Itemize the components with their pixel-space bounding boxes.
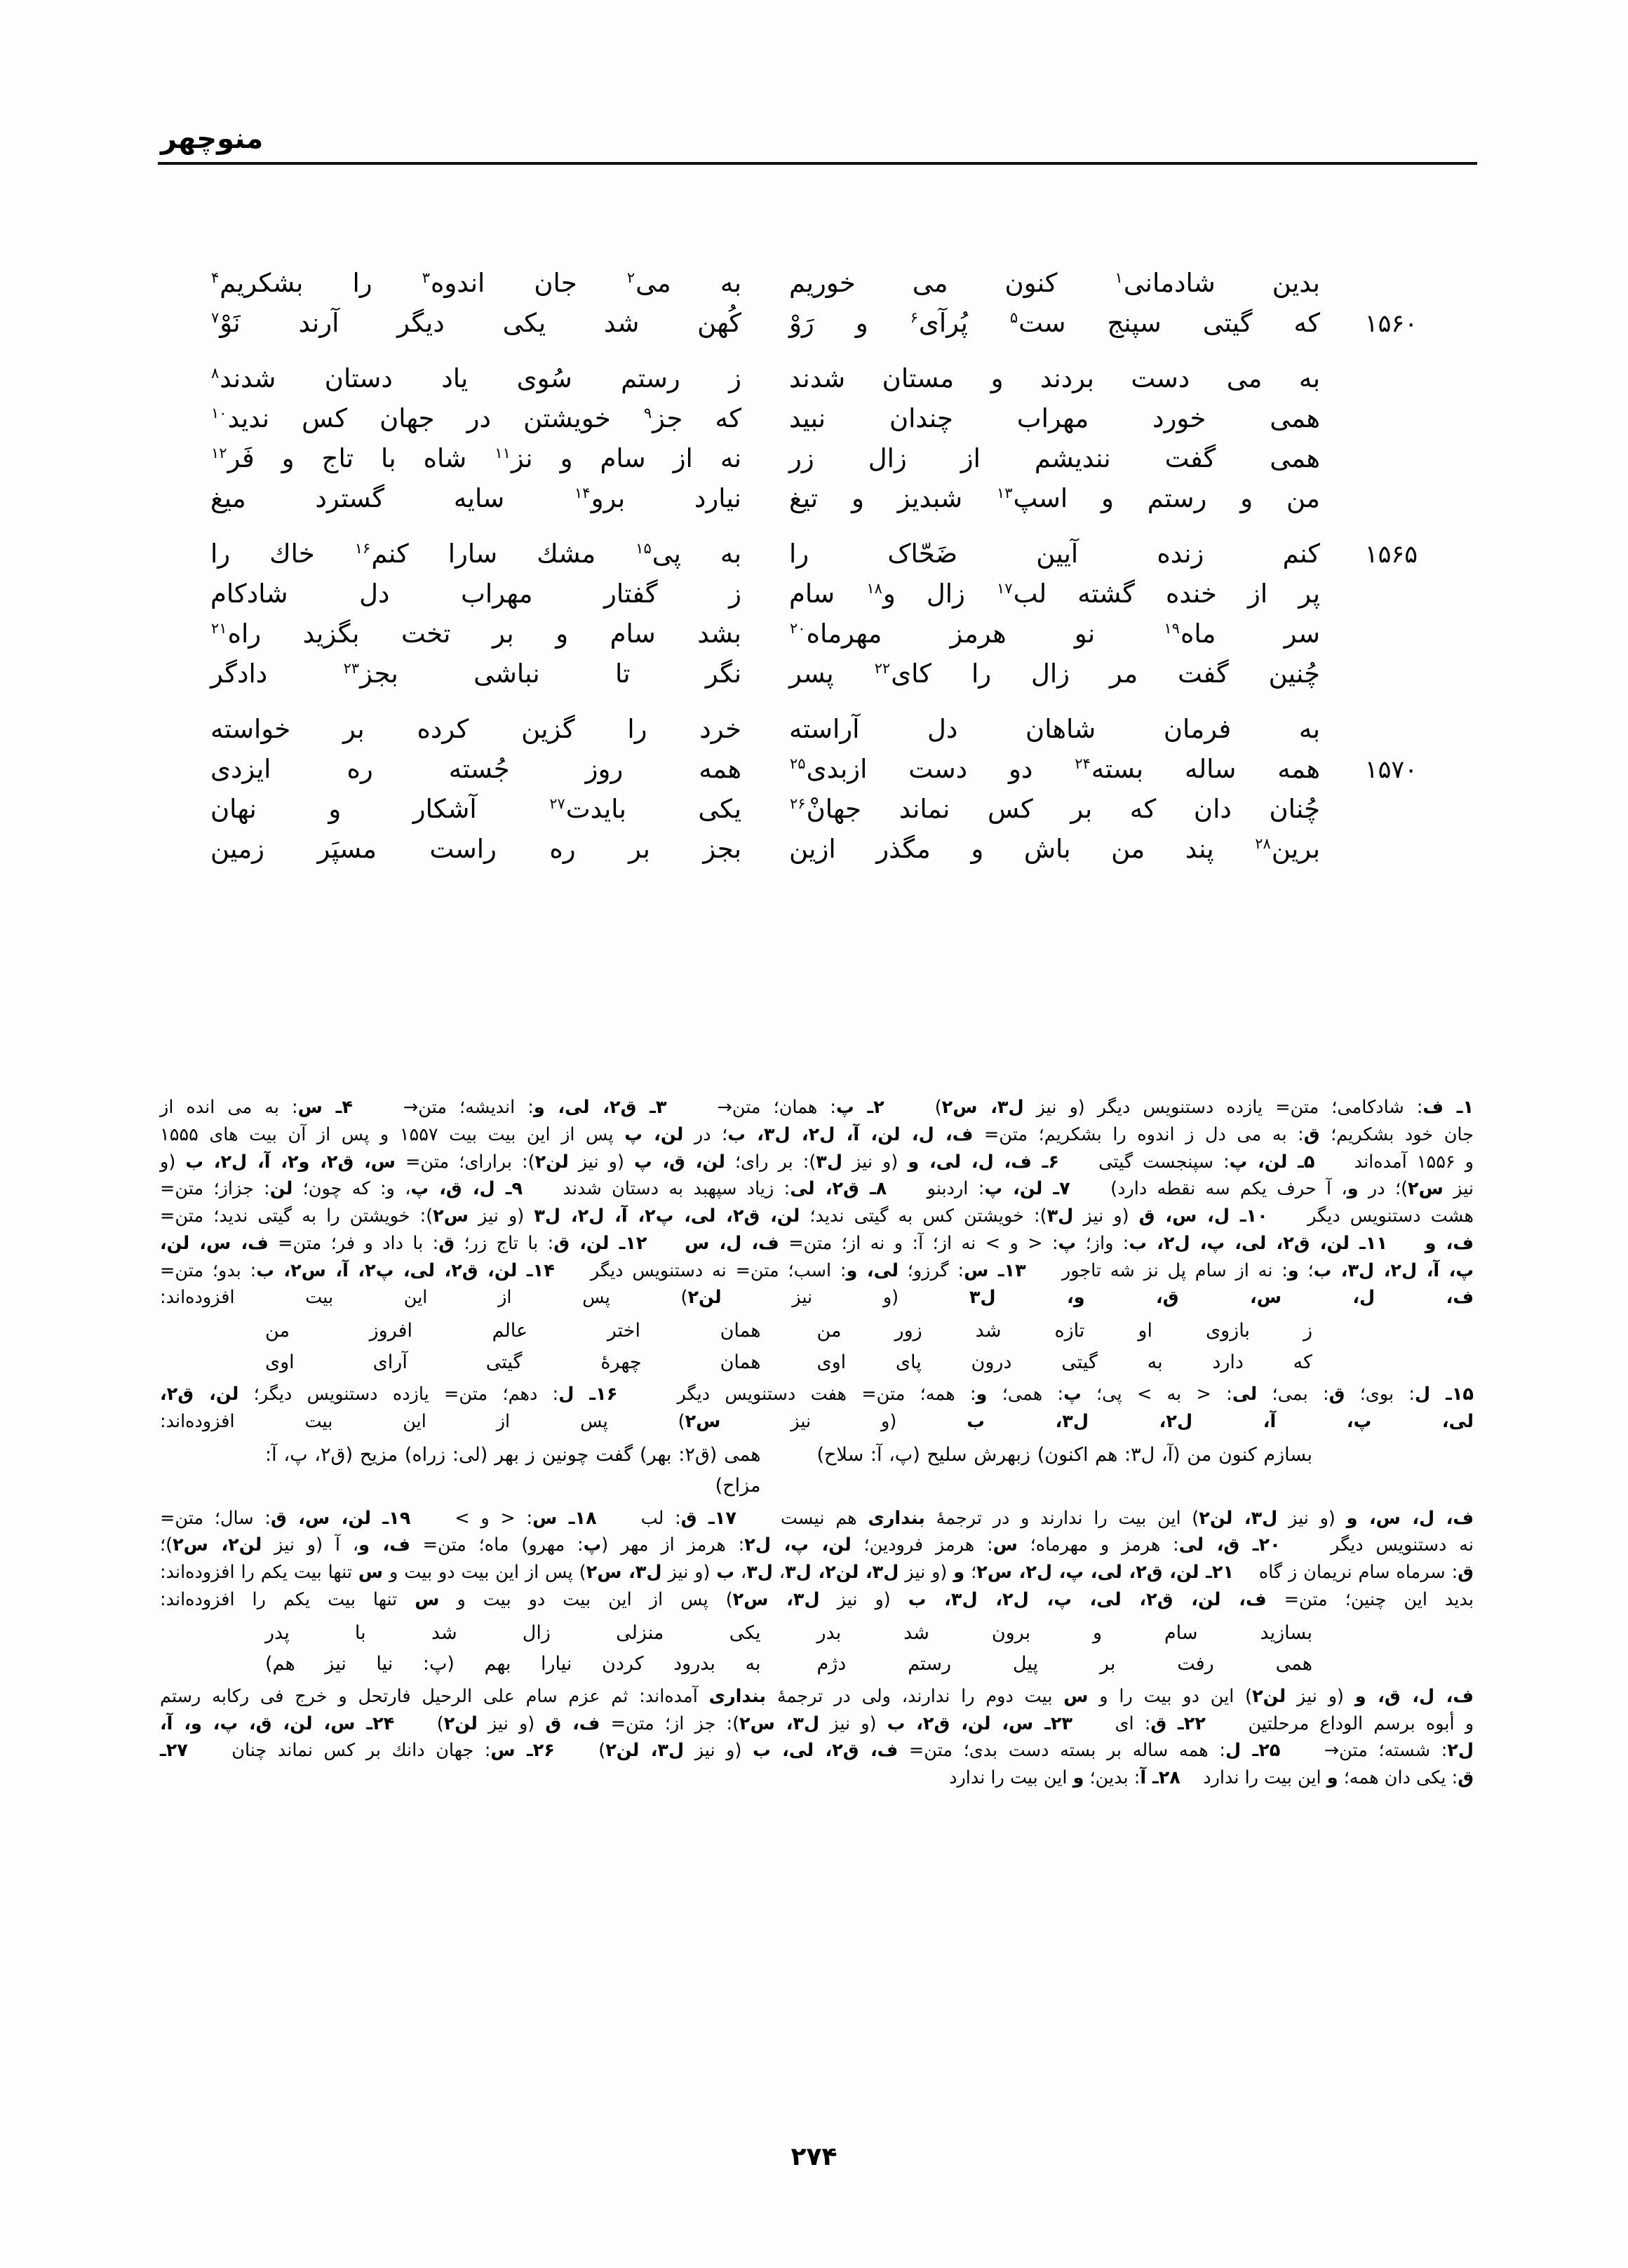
hemistich-left: کُهن شد یکی دیگر آرند نَوْ$^۷$: [211, 308, 741, 338]
verse-row: [210, 581, 1418, 621]
verse-number: ۱۵۷۰: [1364, 756, 1418, 784]
verse-row: [210, 836, 1418, 876]
folio-page-number: ۲۷۴: [791, 2142, 837, 2171]
inset-hemistich-left: همی (ق۲: بهر) گفت چونین ز بهر (لی: زراه) مزیح (ق۲، پ، آ: مزاح): [265, 1443, 761, 1497]
hemistich-left: به پی$^{۱۵}$ مشك سارا کنم$^{۱۶}$ خاك را: [210, 539, 741, 569]
hemistich-right: سر ماه$^{۱۹}$ نو هرمز مهرماه$^{۲۰}$: [790, 619, 1321, 649]
verse-row: [210, 485, 1418, 525]
hemistich-left: ز گفتار مهراب دل شادکام: [210, 579, 741, 609]
inset-hemistich-right: بسازم کنون من (آ، ل۳: هم اکنون) زبهرش سلیح (پ، آ: سلاح): [816, 1443, 1312, 1466]
inset-hemistich-right: که دارد به گیتی درون پای اوی: [816, 1351, 1312, 1373]
apparatus-inset-couplet: [160, 1618, 1474, 1680]
apparatus-line: ف، ل، س، و (و نیز ل۳، لن۲) این بیت را ندارند و در ترجمهٔ بنداری هم نیست ۱۷ـ ق: لب ۱۸ـ س: < و > ۱۹ـ لن، س، ق: سال؛ متن=: [160, 1507, 1474, 1529]
hemistich-right: کنم زنده آیین ضَحّاک را: [789, 539, 1320, 569]
inset-hemistich-left: به بدرود کردن نیارا بهم (پ: نیا نیز هم): [265, 1653, 761, 1675]
verse-row: [210, 270, 1418, 310]
apparatus-line: ۱ـ ف: شادکامی؛ متن= یازده دستنویس دیگر (و نیز ل۳، س۲) ۲ـ پ: همان؛ متن→ ۳ـ ق۲، لی، و: اندیشه؛ متن→ ۴ـ س: به می انده از: [160, 1097, 1474, 1118]
apparatus-line: جان خود بشکریم؛ ق: به می دل ز اندوه را بشکریم؛ متن= ف، ل، لن، آ، ل۲، ل۳، ب؛ در لن، پ پس از این بیت بیت ۱۵۵۷ و پس از آن بیت های ۱۵۵۵: [160, 1123, 1474, 1145]
hemistich-right: همی خورد مهراب چندان نبید: [789, 403, 1320, 433]
apparatus-line: و ۱۵۵۶ آمده‌اند ۵ـ لن، پ: سپنجست گیتی ۶ـ ف، ل، لی، و (و نیز ل۳): بر رای؛ لن، ق، پ (و نیز لن۲): برارای؛ متن= س، ق۲، و۲، آ، ل۲، ب (و: [160, 1151, 1474, 1173]
hemistich-left: بجز بر ره راست مسپَر زمین: [210, 834, 741, 864]
hemistich-left: نگر تا نباشی بجز$^{۲۳}$ دادگر: [210, 659, 741, 689]
apparatus-line: هشت دستنویس دیگر ۱۰ـ ل، س، ق (و نیز ل۳): خویشتن کس به گیتی ندید؛ لن، ق۲، لی، پ۲، آ، ل۲، ل۳ (و نیز س۲): خویشتن را به گیتی ندید؛ متن=: [160, 1206, 1474, 1227]
inset-verse-row: [160, 1440, 1474, 1502]
inset-hemistich-right: همی رفت بر پیل رستم دژم: [816, 1653, 1312, 1675]
verse-row: [210, 541, 1418, 581]
inset-hemistich-left: یکی منزلی زال شد با پدر: [265, 1621, 761, 1644]
hemistich-left: ز رستم سُوی یاد دستان شدند$^۸$: [211, 363, 741, 393]
hemistich-right: همه ساله بسته$^{۲۴}$ دو دست ازبدی$^{۲۵}$: [790, 754, 1320, 784]
hemistich-left: یکی بایدت$^{۲۷}$ آشکار و نهان: [210, 794, 741, 824]
running-head-title: منوچهر: [161, 123, 264, 155]
apparatus-line: ۱۵ـ ل: بوی؛ ق: بمی؛ لی: < به > پی؛ پ: همی؛ و: همه؛ متن= هفت دستنویس دیگر ۱۶ـ ل: دهم؛ متن= یازده دستنویس دیگر؛ لن، ق۲،: [160, 1384, 1474, 1405]
verse-block: [210, 270, 1418, 876]
apparatus-line: و أبوه برسم الوداع مرحلتین ۲۲ـ ق: ای ۲۳ـ س، لن، ق۲، ب (و نیز ل۳، س۲): جز از؛ متن= ف، ق (و نیز لن۲) ۲۴ـ س، لن، ق، پ، و، آ،: [160, 1713, 1474, 1734]
critical-apparatus: [160, 1094, 1474, 1792]
apparatus-line: نه دستنویس دیگر ۲۰ـ ق، لی: هرمز و مهرماه؛ س: هرمز فرودین؛ لن، پ، ل۲: هرمز از مهر (پ: مهرو) ماه؛ متن= ف، و، آ (و نیز لن۲، س۲)؛: [160, 1534, 1474, 1556]
apparatus-inset-couplet: [160, 1440, 1474, 1502]
header-divider-rule: [158, 162, 1477, 165]
inset-verse-row: [160, 1649, 1474, 1680]
verse-row: [210, 796, 1418, 836]
inset-hemistich-left: همان اختر عالم افروز من: [265, 1320, 761, 1342]
hemistich-right: که گیتی سپنج ست$^۵$ پُرآی$^۶$ و رَوْ: [789, 308, 1320, 338]
verse-row: [210, 365, 1418, 405]
verse-row: [210, 716, 1418, 756]
hemistich-left: بشد سام و بر تخت بگزید راه$^{۲۱}$: [211, 619, 741, 649]
verse-row: [210, 405, 1418, 445]
verse-row: [210, 621, 1418, 661]
apparatus-line: ل۲: شسته؛ متن→ ۲۵ـ ل: همه ساله بر بسته دست بدی؛ متن= ف، ق۲، لی، ب (و نیز ل۳، لن۲) ۲۶ـ س: جهان دانك بر كس نماند چنان ۲۷ـ: [160, 1740, 1474, 1762]
apparatus-line: نیز س۲)؛ در و، آ حرف یکم سه نقطه دارد) ۷ـ لن، پ: اردبنو ۸ـ ق۲، لی: زیاد سپهبد به دستان شدند ۹ـ ل، ق، پ، و: که چون؛ لن: جزاز؛ متن=: [160, 1178, 1474, 1200]
apparatus-line: لی، پ، آ، ل۲، ل۳، ب (و نیز س۲) پس از این بیت افزوده‌اند:: [160, 1410, 1474, 1432]
apparatus-line: ف، ل، س، ق، و، ل۳ (و نیز لن۲) پس از این بیت افزوده‌اند:: [160, 1287, 1474, 1309]
apparatus-line: بدید این چنین؛ متن= ف، لن، ق۲، لی، پ، ل۲، ل۳، ب (و نیز ل۳، س۲) پس از این بیت دو بیت و س تنها بیت یکم را افزوده‌اند:: [160, 1588, 1474, 1610]
inset-hemistich-right: بسازید سام و برون شد بدر: [816, 1621, 1312, 1644]
verse-row: [210, 756, 1418, 796]
apparatus-inset-couplet: [160, 1316, 1474, 1378]
inset-verse-row: [160, 1347, 1474, 1379]
hemistich-left: نیارد برو$^{۱۴}$ سایه گسترد میغ: [210, 483, 741, 513]
hemistich-right: من و رستم و اسپ$^{۱۳}$ شبدیز و تیغ: [789, 483, 1320, 513]
hemistich-right: بدین شادمانی$^۱$ کنون می خوریم: [789, 268, 1320, 298]
hemistich-left: که جز$^۹$ خویشتن در جهان کس ندید$^{۱۰}$: [211, 403, 742, 433]
inset-verse-row: [160, 1618, 1474, 1649]
apparatus-line: ق: یکی دان همه؛ و این بیت را ندارد ۲۸ـ آ: بدین؛ و این بیت را ندارد: [949, 1767, 1474, 1789]
running-head-area: [158, 123, 1477, 193]
hemistich-right: به فرمان شاهان دل آراسته: [789, 714, 1320, 744]
hemistich-left: خرد را گزین کرده بر خواسته: [210, 714, 741, 744]
hemistich-right: برین$^{۲۸}$ پند من باش و مگذر ازین: [789, 834, 1320, 864]
verse-row: [210, 445, 1418, 485]
apparatus-line: پ، آ، ل۲، ل۳، ب؛ و: نه از سام پل نز شه تاجور ۱۳ـ س: گرزو؛ لی، و: اسب؛ متن= نه دستنویس دیگر ۱۴ـ لن، ق۲، لی، پ۲، آ، س۲، ب: بدو؛ متن=: [160, 1260, 1474, 1281]
inset-hemistich-right: ز بازوی او تازه شد زور من: [816, 1320, 1312, 1342]
hemistich-left: همه روز جُسته ره ایزدی: [210, 754, 741, 784]
hemistich-left: نه از سام و نز$^{۱۱}$ شاه با تاج و فَر$^{۱۲}$: [211, 443, 741, 473]
verse-number: ۱۵۶۵: [1364, 541, 1418, 569]
inset-verse-row: [160, 1316, 1474, 1347]
apparatus-line: ف، و ۱۱ـ لن، ق۲، لی، پ، ل۲، ب: واز؛ پ: < و > نه از؛ آ: و نه از؛ متن= ف، ل، س ۱۲ـ لن، ق: با تاج زر؛ ق: با داد و فر؛ متن= ف، س، لن،: [160, 1232, 1474, 1254]
hemistich-right: پر از خنده گشته لب$^{۱۷}$ زال و$^{۱۸}$ سام: [789, 579, 1320, 609]
hemistich-right: به می دست بردند و مستان شدند: [789, 363, 1320, 393]
verse-row: [210, 661, 1418, 701]
verse-row: [210, 310, 1418, 350]
apparatus-line: ف، ل، ق، و (و نیز لن۲) این دو بیت را و س بیت دوم را ندارند، ولی در ترجمهٔ بنداری آمده‌اند: ثم عزم سام علی الرحیل فارتحل و خرج فی رکابه رستم: [160, 1685, 1474, 1707]
apparatus-line: ق: سرماه سام نریمان ز گاه ۲۱ـ لن، ق۲، لی، پ، ل۲، س۲؛ و (و نیز ل۳، لن۲، ل۳، ل۳، ب (و نیز ل۳، س۲) پس از این بیت دو بیت و س تنها بیت یکم را افزوده‌اند:: [160, 1562, 1474, 1584]
hemistich-right: همی گفت نندیشم از زال زر: [789, 443, 1320, 473]
hemistich-right: چُنین گفت مر زال را کای$^{۲۲}$ پسر: [789, 659, 1320, 689]
verse-number: ۱۵۶۰: [1364, 310, 1418, 338]
hemistich-left: به می$^۲$ جان اندوه$^۳$ را بشکریم$^۴$: [211, 268, 741, 298]
hemistich-right: چُنان دان که بر کس نماند جهانْ$^{۲۶}$: [790, 794, 1320, 824]
inset-hemistich-left: همان چهرهٔ گیتی آرای اوی: [265, 1351, 761, 1373]
